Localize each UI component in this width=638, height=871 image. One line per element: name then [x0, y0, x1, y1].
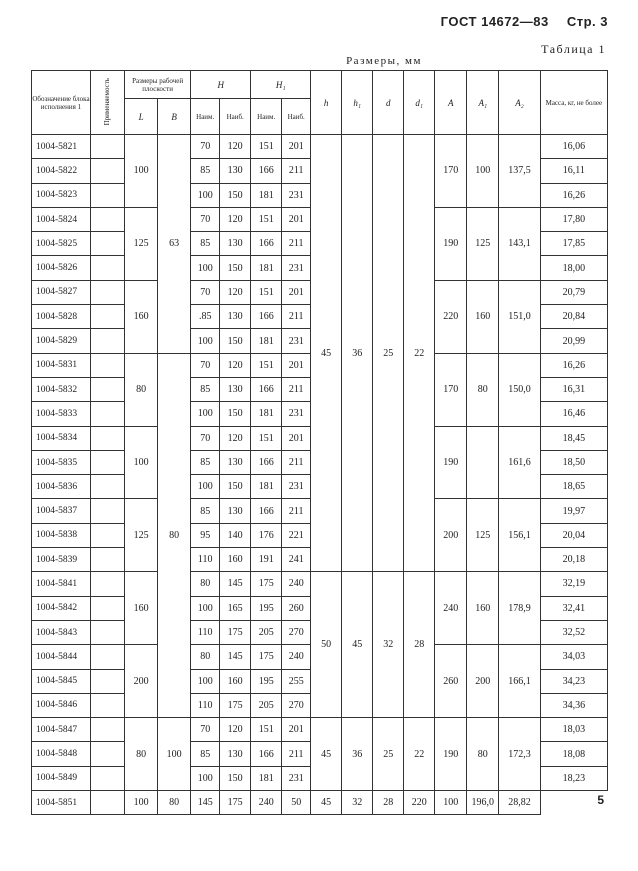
- cell-H1-max: 211: [282, 499, 311, 523]
- cell-mass: 16,31: [540, 377, 607, 401]
- cell-application: [90, 499, 124, 523]
- cell-H1-min: 151: [251, 426, 282, 450]
- cell-designation: 1004-5821: [32, 135, 91, 159]
- cell-mass: 17,85: [540, 232, 607, 256]
- cell-H-max: 130: [220, 499, 251, 523]
- cell-mass: 20,79: [540, 280, 607, 304]
- cell-H1-max: 270: [282, 620, 311, 644]
- cell-H-min: 110: [191, 620, 220, 644]
- cell-H-min: 100: [191, 669, 220, 693]
- cell-designation: 1004-5838: [32, 523, 91, 547]
- cell-H-max: 150: [220, 183, 251, 207]
- cell-H1-max: 260: [282, 596, 311, 620]
- cell-A: 190: [435, 207, 467, 280]
- cell-application: [90, 523, 124, 547]
- cell-H-max: 160: [220, 548, 251, 572]
- cell-designation: 1004-5832: [32, 377, 91, 401]
- cell-A1: [467, 426, 499, 499]
- col-H-min: Наим.: [191, 99, 220, 135]
- cell-H1-min: 166: [251, 305, 282, 329]
- cell-H-min: 110: [191, 548, 220, 572]
- cell-H1-min: 151: [251, 353, 282, 377]
- col-d1: d₁: [404, 71, 435, 135]
- cell-designation: 1004-5841: [32, 572, 91, 596]
- page-number: 5: [597, 793, 604, 807]
- cell-A: 170: [435, 353, 467, 426]
- cell-H1-max: 240: [251, 791, 282, 815]
- col-A2: A₂: [499, 71, 540, 135]
- cell-mass: 16,26: [540, 353, 607, 377]
- cell-application: [90, 693, 124, 717]
- cell-H1-min: 166: [251, 159, 282, 183]
- cell-designation: 1004-5829: [32, 329, 91, 353]
- col-designation: Обозначение блока исполнения 1: [32, 71, 91, 135]
- page-ref: Стр. 3: [566, 14, 608, 29]
- cell-h: 50: [282, 791, 311, 815]
- cell-H1-min: 195: [251, 596, 282, 620]
- cell-h1: 36: [342, 718, 373, 791]
- cell-H1-max: 240: [282, 572, 311, 596]
- cell-H-min: .85: [191, 305, 220, 329]
- cell-A2: 156,1: [499, 499, 540, 572]
- col-A1: A₁: [467, 71, 499, 135]
- cell-h1: 45: [342, 572, 373, 718]
- cell-H-max: 120: [220, 207, 251, 231]
- cell-application: [90, 572, 124, 596]
- cell-d: 25: [373, 718, 404, 791]
- col-d: d: [373, 71, 404, 135]
- cell-A1: 200: [467, 645, 499, 718]
- cell-designation: 1004-5843: [32, 620, 91, 644]
- cell-H1-min: 181: [251, 183, 282, 207]
- col-h: h: [311, 71, 342, 135]
- cell-H-min: 100: [191, 329, 220, 353]
- cell-d: 25: [373, 135, 404, 572]
- cell-designation: 1004-5844: [32, 645, 91, 669]
- cell-H-min: 70: [191, 718, 220, 742]
- cell-L: 200: [125, 645, 158, 718]
- cell-H-max: 130: [220, 232, 251, 256]
- cell-H-min: 70: [191, 135, 220, 159]
- cell-B: 80: [158, 353, 191, 717]
- cell-H-min: 95: [191, 523, 220, 547]
- col-work-surface: Размеры рабочей плоскости: [125, 71, 191, 99]
- cell-mass: 32,52: [540, 620, 607, 644]
- cell-designation: 1004-5846: [32, 693, 91, 717]
- cell-mass: 16,26: [540, 183, 607, 207]
- cell-A2: 172,3: [499, 718, 540, 791]
- cell-H1-min: 151: [251, 718, 282, 742]
- cell-application: [90, 329, 124, 353]
- cell-H-min: 85: [191, 377, 220, 401]
- cell-A: 220: [435, 280, 467, 353]
- cell-designation: 1004-5826: [32, 256, 91, 280]
- cell-application: [90, 596, 124, 620]
- cell-application: [90, 280, 124, 304]
- cell-H1-min: 151: [251, 280, 282, 304]
- cell-H-max: 120: [220, 426, 251, 450]
- cell-application: [90, 402, 124, 426]
- cell-designation: 1004-5833: [32, 402, 91, 426]
- cell-H-min: 70: [191, 280, 220, 304]
- cell-A1: 80: [467, 353, 499, 426]
- cell-designation: 1004-5828: [32, 305, 91, 329]
- page-header: [427, 14, 608, 29]
- cell-H-max: 145: [191, 791, 220, 815]
- cell-h1: 36: [342, 135, 373, 572]
- cell-H-min: 100: [191, 256, 220, 280]
- cell-d1: 22: [404, 718, 435, 791]
- cell-L: 125: [125, 499, 158, 572]
- col-application-label: Применяемость: [103, 77, 112, 126]
- cell-H1-min: 151: [251, 135, 282, 159]
- cell-mass: 16,11: [540, 159, 607, 183]
- cell-application: [90, 791, 124, 815]
- cell-designation: 1004-5831: [32, 353, 91, 377]
- col-B: B: [158, 99, 191, 135]
- cell-mass: 18,03: [540, 718, 607, 742]
- cell-H1-max: 201: [282, 426, 311, 450]
- cell-A: 190: [435, 426, 467, 499]
- cell-H1-max: 211: [282, 232, 311, 256]
- cell-H-max: 150: [220, 402, 251, 426]
- cell-H1-min: 166: [251, 450, 282, 474]
- cell-H1-max: 211: [282, 450, 311, 474]
- cell-mass: 34,23: [540, 669, 607, 693]
- cell-mass: 20,99: [540, 329, 607, 353]
- cell-mass: 18,50: [540, 450, 607, 474]
- cell-H1-max: 231: [282, 475, 311, 499]
- table-row: [32, 572, 608, 596]
- cell-H1-max: 231: [282, 402, 311, 426]
- cell-H-min: 110: [191, 693, 220, 717]
- cell-designation: 1004-5823: [32, 183, 91, 207]
- cell-H-max: 120: [220, 135, 251, 159]
- cell-d: 32: [342, 791, 373, 815]
- cell-A: 190: [435, 718, 467, 791]
- cell-application: [90, 207, 124, 231]
- cell-h1: 45: [311, 791, 342, 815]
- cell-H1-max: 231: [282, 329, 311, 353]
- cell-A2: 143,1: [499, 207, 540, 280]
- cell-H1-max: 221: [282, 523, 311, 547]
- cell-mass: 17,80: [540, 207, 607, 231]
- cell-H-min: 85: [191, 159, 220, 183]
- cell-mass: 18,00: [540, 256, 607, 280]
- cell-mass: 16,06: [540, 135, 607, 159]
- cell-application: [90, 159, 124, 183]
- cell-H-max: 150: [220, 329, 251, 353]
- cell-h: 50: [311, 572, 342, 718]
- cell-A: 200: [435, 499, 467, 572]
- cell-H-min: 85: [191, 232, 220, 256]
- cell-designation: 1004-5849: [32, 766, 91, 790]
- cell-H1-max: 241: [282, 548, 311, 572]
- cell-A1: 100: [435, 791, 467, 815]
- cell-A: 240: [435, 572, 467, 645]
- cell-mass: 18,08: [540, 742, 607, 766]
- cell-application: [90, 669, 124, 693]
- cell-designation: 1004-5825: [32, 232, 91, 256]
- cell-H1-min: 181: [251, 329, 282, 353]
- cell-A1: 125: [467, 207, 499, 280]
- dimensions-table: [31, 70, 608, 815]
- table-row: [32, 135, 608, 159]
- cell-A2: 151,0: [499, 280, 540, 353]
- col-H1-max: Наиб.: [282, 99, 311, 135]
- table-body: [32, 135, 608, 815]
- cell-H-min: 100: [191, 766, 220, 790]
- cell-B: 100: [158, 718, 191, 791]
- cell-h: 45: [311, 718, 342, 791]
- cell-A2: 150,0: [499, 353, 540, 426]
- cell-designation: 1004-5827: [32, 280, 91, 304]
- cell-H-max: 165: [220, 596, 251, 620]
- cell-H-max: 150: [220, 475, 251, 499]
- cell-application: [90, 620, 124, 644]
- cell-H1-min: 166: [251, 742, 282, 766]
- cell-L: 160: [125, 572, 158, 645]
- cell-L: 160: [125, 280, 158, 353]
- cell-H1-max: 201: [282, 207, 311, 231]
- cell-H1-max: 255: [282, 669, 311, 693]
- cell-A2: 137,5: [499, 135, 540, 208]
- cell-mass: 18,45: [540, 426, 607, 450]
- cell-H1-min: 175: [251, 572, 282, 596]
- cell-designation: 1004-5842: [32, 596, 91, 620]
- cell-A: 170: [435, 135, 467, 208]
- cell-H1-min: 205: [251, 620, 282, 644]
- cell-designation: 1004-5851: [32, 791, 91, 815]
- cell-L: 100: [125, 135, 158, 208]
- cell-designation: 1004-5824: [32, 207, 91, 231]
- cell-H1-min: 181: [251, 402, 282, 426]
- cell-H1-min: 175: [251, 645, 282, 669]
- col-application: [90, 71, 124, 135]
- cell-A: 220: [404, 791, 435, 815]
- cell-mass: 20,04: [540, 523, 607, 547]
- cell-designation: 1004-5836: [32, 475, 91, 499]
- cell-mass: 16,46: [540, 402, 607, 426]
- cell-H-min: 70: [191, 353, 220, 377]
- col-mass: Масса, кг, не более: [540, 71, 607, 135]
- cell-H-min: 85: [191, 742, 220, 766]
- cell-d1: 28: [404, 572, 435, 718]
- cell-A2: 161,6: [499, 426, 540, 499]
- cell-H1-max: 231: [282, 766, 311, 790]
- cell-A1: 160: [467, 280, 499, 353]
- cell-A: 260: [435, 645, 467, 718]
- cell-H-min: 100: [191, 596, 220, 620]
- cell-mass: 32,19: [540, 572, 607, 596]
- cell-application: [90, 742, 124, 766]
- cell-mass: 34,03: [540, 645, 607, 669]
- cell-H1-min: 151: [251, 207, 282, 231]
- cell-H-max: 160: [220, 669, 251, 693]
- cell-H1-min: 205: [251, 693, 282, 717]
- cell-L: 100: [125, 791, 158, 815]
- cell-designation: 1004-5839: [32, 548, 91, 572]
- cell-H1-min: 181: [251, 475, 282, 499]
- cell-mass: 20,84: [540, 305, 607, 329]
- cell-H-min: 80: [191, 572, 220, 596]
- col-h1: h₁: [342, 71, 373, 135]
- cell-A1: 125: [467, 499, 499, 572]
- cell-application: [90, 353, 124, 377]
- cell-designation: 1004-5848: [32, 742, 91, 766]
- cell-L: 100: [125, 426, 158, 499]
- col-A: A: [435, 71, 467, 135]
- cell-H-min: 85: [191, 499, 220, 523]
- cell-H1-min: 166: [251, 377, 282, 401]
- cell-H1-min: 195: [251, 669, 282, 693]
- cell-d: 32: [373, 572, 404, 718]
- cell-H1-min: 176: [251, 523, 282, 547]
- cell-application: [90, 183, 124, 207]
- cell-application: [90, 766, 124, 790]
- cell-H-max: 140: [220, 523, 251, 547]
- cell-mass: 20,18: [540, 548, 607, 572]
- cell-mass: 28,82: [499, 791, 540, 815]
- cell-H-min: 70: [191, 207, 220, 231]
- sizes-caption: [0, 55, 638, 67]
- table-label: Таблица 1: [541, 42, 606, 56]
- cell-H-max: 175: [220, 693, 251, 717]
- cell-H1-min: 166: [251, 499, 282, 523]
- cell-H-max: 150: [220, 766, 251, 790]
- cell-H1-min: 191: [251, 548, 282, 572]
- cell-mass: 34,36: [540, 693, 607, 717]
- cell-A2: 178,9: [499, 572, 540, 645]
- cell-H-min: 70: [191, 426, 220, 450]
- cell-H-max: 145: [220, 645, 251, 669]
- cell-H1-min: 181: [251, 766, 282, 790]
- cell-application: [90, 718, 124, 742]
- cell-A2: 196,0: [467, 791, 499, 815]
- cell-H-max: 120: [220, 718, 251, 742]
- cell-H1-max: 201: [282, 718, 311, 742]
- col-H1-min: Наим.: [251, 99, 282, 135]
- cell-designation: 1004-5835: [32, 450, 91, 474]
- cell-H-max: 120: [220, 353, 251, 377]
- cell-designation: 1004-5822: [32, 159, 91, 183]
- cell-H1-max: 211: [282, 159, 311, 183]
- cell-H-min: 100: [191, 183, 220, 207]
- cell-designation: 1004-5845: [32, 669, 91, 693]
- cell-application: [90, 377, 124, 401]
- cell-application: [90, 232, 124, 256]
- cell-H1-min: 175: [220, 791, 251, 815]
- cell-d1: 22: [404, 135, 435, 572]
- cell-H1-max: 231: [282, 183, 311, 207]
- cell-L: 125: [125, 207, 158, 280]
- cell-H-min: 100: [191, 402, 220, 426]
- cell-designation: 1004-5837: [32, 499, 91, 523]
- cell-H-min: 80: [191, 645, 220, 669]
- cell-mass: 18,23: [540, 766, 607, 790]
- sizes-label: Размеры, мм: [346, 55, 422, 67]
- cell-application: [90, 450, 124, 474]
- cell-B: 63: [158, 135, 191, 354]
- col-H: H: [191, 71, 251, 99]
- cell-mass: 18,65: [540, 475, 607, 499]
- cell-application: [90, 426, 124, 450]
- cell-H1-max: 211: [282, 742, 311, 766]
- cell-H-max: 145: [220, 572, 251, 596]
- cell-A1: 80: [467, 718, 499, 791]
- cell-A2: 166,1: [499, 645, 540, 718]
- cell-application: [90, 548, 124, 572]
- cell-H-min: 100: [191, 475, 220, 499]
- cell-H-min: 80: [158, 791, 191, 815]
- cell-H-max: 150: [220, 256, 251, 280]
- cell-H1-max: 201: [282, 353, 311, 377]
- cell-H-max: 130: [220, 377, 251, 401]
- cell-H1-max: 201: [282, 135, 311, 159]
- cell-mass: 19,97: [540, 499, 607, 523]
- cell-H1-max: 270: [282, 693, 311, 717]
- cell-H-max: 130: [220, 742, 251, 766]
- cell-application: [90, 256, 124, 280]
- cell-H1-max: 201: [282, 280, 311, 304]
- cell-mass: 32,41: [540, 596, 607, 620]
- col-H1: H₁: [251, 71, 311, 99]
- cell-application: [90, 305, 124, 329]
- cell-L: 80: [125, 353, 158, 426]
- cell-H1-max: 231: [282, 256, 311, 280]
- table-row: [32, 791, 608, 815]
- cell-designation: 1004-5834: [32, 426, 91, 450]
- cell-h: 45: [311, 135, 342, 572]
- cell-H1-max: 211: [282, 305, 311, 329]
- cell-application: [90, 135, 124, 159]
- cell-A1: 160: [467, 572, 499, 645]
- cell-H-max: 130: [220, 450, 251, 474]
- cell-L: 80: [125, 718, 158, 791]
- cell-H-min: 85: [191, 450, 220, 474]
- cell-H-max: 130: [220, 305, 251, 329]
- cell-H1-max: 240: [282, 645, 311, 669]
- cell-H1-min: 181: [251, 256, 282, 280]
- cell-H-max: 175: [220, 620, 251, 644]
- table-row: [32, 718, 608, 742]
- cell-designation: 1004-5847: [32, 718, 91, 742]
- cell-H-max: 130: [220, 159, 251, 183]
- cell-application: [90, 475, 124, 499]
- cell-A1: 100: [467, 135, 499, 208]
- cell-H1-max: 211: [282, 377, 311, 401]
- standard-number: ГОСТ 14672—83: [440, 14, 549, 29]
- col-H-max: Наиб.: [220, 99, 251, 135]
- col-L: L: [125, 99, 158, 135]
- cell-H-max: 120: [220, 280, 251, 304]
- cell-H1-min: 166: [251, 232, 282, 256]
- cell-d1: 28: [373, 791, 404, 815]
- cell-application: [90, 645, 124, 669]
